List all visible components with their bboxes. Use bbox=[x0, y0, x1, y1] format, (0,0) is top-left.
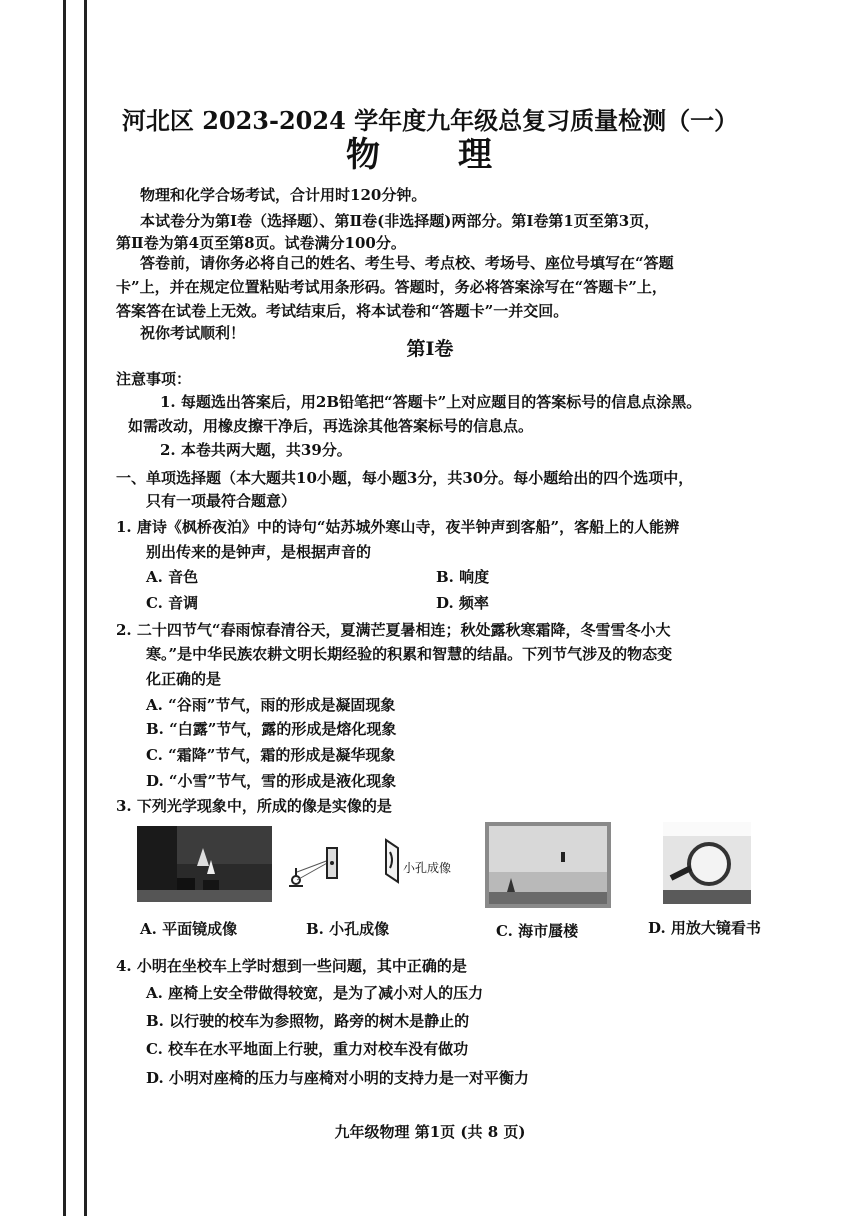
q2-option-c: C. “霜降”节气，霜的形成是凝华现象 bbox=[146, 746, 396, 764]
q2-stem-1: 2. 二十四节气“春雨惊春清谷天，夏满芒夏暑相连；秋处露秋寒霜降，冬雪雪冬小大 bbox=[116, 621, 671, 639]
q3-option-d: D. 用放大镜看书 bbox=[648, 919, 761, 937]
notes-heading: 注意事项： bbox=[116, 370, 192, 388]
binding-line-right bbox=[84, 0, 87, 1216]
notes-line-3: 2. 本卷共两大题，共39分。 bbox=[160, 441, 352, 459]
q1-stem-2: 别出传来的是钟声，是根据声音的 bbox=[146, 543, 372, 561]
notes-line-1: 1. 每题选出答案后，用2B铅笔把“答题卡”上对应题目的答案标号的信息点涂黑。 bbox=[160, 393, 702, 411]
intro-line-5: 卡”上，并在规定位置粘贴考试用条形码。答题时，务必将答案涂写在“答题卡”上， bbox=[116, 278, 667, 296]
q1-option-b: B. 响度 bbox=[436, 568, 490, 586]
q1-option-d: D. 频率 bbox=[436, 594, 489, 612]
q1-option-a: A. 音色 bbox=[146, 568, 199, 586]
part1-line-1: 一、单项选择题（本大题共10小题，每小题3分，共30分。每小题给出的四个选项中， bbox=[116, 469, 694, 487]
q3-option-a: A. 平面镜成像 bbox=[140, 920, 238, 938]
q2-option-a: A. “谷雨”节气，雨的形成是凝固现象 bbox=[146, 696, 396, 714]
page-footer: 九年级物理 第1页 (共 8 页) bbox=[334, 1123, 526, 1141]
binding-line-left bbox=[63, 0, 66, 1216]
part1-line-2: 只有一项最符合题意） bbox=[146, 492, 297, 510]
intro-line-7: 祝你考试顺利！ bbox=[140, 324, 246, 342]
q2-option-b: B. “白露”节气，露的形成是熔化现象 bbox=[146, 720, 397, 738]
q4-option-b: B. 以行驶的校车为参照物，路旁的树木是静止的 bbox=[146, 1012, 470, 1030]
q4-option-c: C. 校车在水平地面上行驶，重力对校车没有做功 bbox=[146, 1040, 469, 1058]
q1-stem-1: 1. 唐诗《枫桥夜泊》中的诗句“姑苏城外寒山寺，夜半钟声到客船”，客船上的人能辨 bbox=[116, 518, 680, 536]
mirror-reflection-photo bbox=[137, 826, 272, 902]
q2-stem-3: 化正确的是 bbox=[146, 670, 222, 688]
q4-stem: 4. 小明在坐校车上学时想到一些问题，其中正确的是 bbox=[116, 957, 467, 975]
subject-title: 物 理 bbox=[346, 135, 514, 175]
q3-option-b: B. 小孔成像 bbox=[306, 920, 390, 938]
section-title: 第Ⅰ卷 bbox=[406, 338, 454, 360]
q4-option-a: A. 座椅上安全带做得较宽，是为了减小对人的压力 bbox=[146, 984, 484, 1002]
q3-stem: 3. 下列光学现象中，所成的像是实像的是 bbox=[116, 797, 392, 815]
intro-line-4: 答卷前，请你务必将自己的姓名、考生号、考点校、考场号、座位号填写在“答题 bbox=[140, 254, 674, 272]
q4-option-d: D. 小明对座椅的压力与座椅对小明的支持力是一对平衡力 bbox=[146, 1069, 529, 1087]
q2-option-d: D. “小雪”节气，雪的形成是液化现象 bbox=[146, 772, 397, 790]
notes-line-2: 如需改动，用橡皮擦干净后，再选涂其他答案标号的信息点。 bbox=[128, 417, 534, 435]
magnifier-photo bbox=[663, 822, 751, 904]
intro-line-6: 答案答在试卷上无效。考试结束后，将本试卷和“答题卡”一并交回。 bbox=[116, 302, 569, 320]
q2-stem-2: 寒。”是中华民族农耕文明长期经验的积累和智慧的结晶。下列节气涉及的物态变 bbox=[146, 645, 673, 663]
mirage-photo bbox=[485, 822, 611, 908]
intro-line-2: 本试卷分为第Ⅰ卷（选择题）、第Ⅱ卷(非选择题)两部分。第Ⅰ卷第1页至第3页， bbox=[140, 212, 660, 230]
intro-line-3: 第Ⅱ卷为第4页至第8页。试卷满分100分。 bbox=[116, 234, 406, 252]
q1-option-c: C. 音调 bbox=[146, 594, 199, 612]
exam-title: 河北区 2023-2024 学年度九年级总复习质量检测（一） bbox=[121, 106, 739, 135]
intro-line-1: 物理和化学合场考试，合计用时120分钟。 bbox=[140, 186, 427, 204]
q3-option-c: C. 海市蜃楼 bbox=[496, 922, 579, 940]
pinhole-figure-label: 小孔成像 bbox=[403, 861, 452, 875]
